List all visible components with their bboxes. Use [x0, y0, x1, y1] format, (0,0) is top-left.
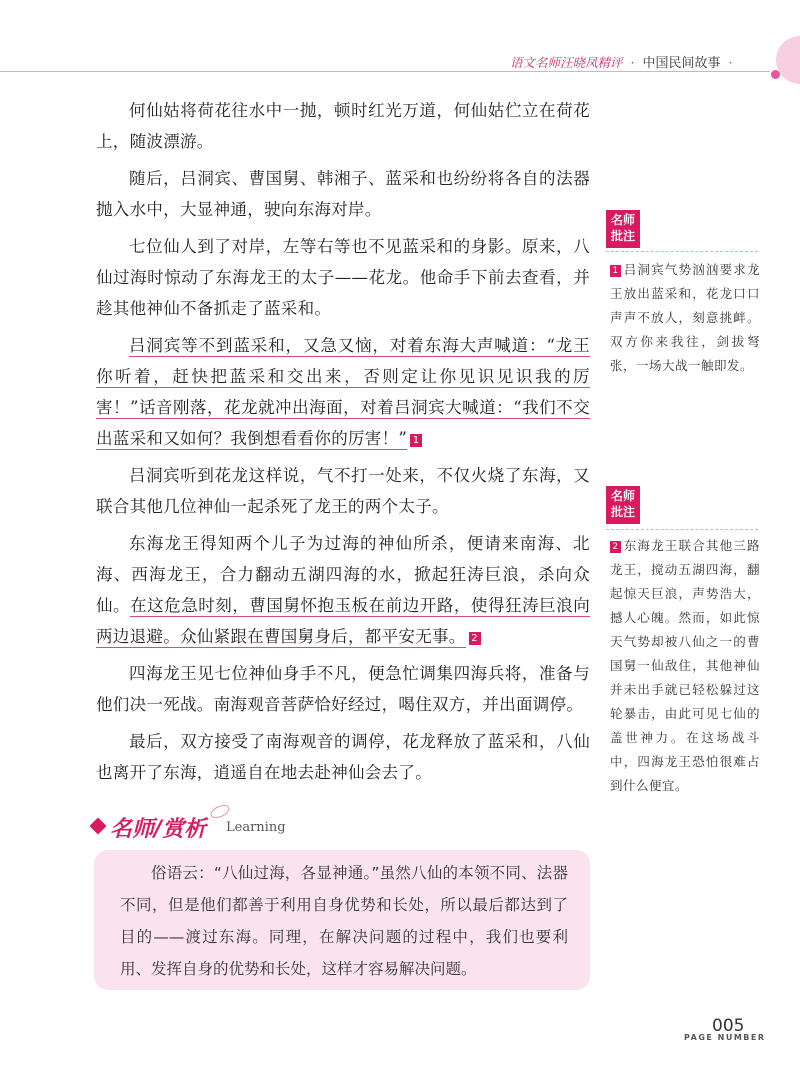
series-title: 语文名师汪晓凤精评	[510, 55, 623, 70]
note-divider	[606, 529, 758, 530]
note-text: 吕洞宾气势汹汹要求龙王放出蓝采和，花龙口口声声不放人，刻意挑衅。双方你来我往，剑拔弩张，一场大战一触即发。	[610, 262, 760, 373]
note-tag	[606, 210, 640, 248]
appreciation-title: 名师/赏析	[110, 817, 207, 842]
page-number-label: PAGE NUMBER	[684, 1033, 766, 1042]
note-marker: 2	[610, 541, 621, 553]
story-body	[96, 95, 590, 794]
note-text: 东海龙王联合其他三路龙王，搅动五湖四海，翻起惊天巨浪，声势浩大，撼人心魄。然而，如此惊天气势却被八仙之一的曹国舅一仙敌住，其他神仙并未出手就已轻松躲过这轮暴击，由此可见七仙的盖世神力。在这场战斗中，四海龙王恐怕很难占到什么便宜。	[610, 538, 760, 793]
header-decoration-circle	[776, 36, 800, 84]
paragraph: 吕洞宾听到花龙这样说，气不打一处来，不仅火烧了东海，又联合其他几位神仙一起杀死了龙王的两个太子。	[96, 466, 590, 516]
paragraph: 何仙姑将荷花往水中一抛，顿时红光万道，何仙姑伫立在荷花上，随波漂游。	[96, 101, 590, 151]
side-note-1	[610, 258, 760, 378]
paragraph-annotated	[96, 528, 590, 652]
annotation-marker: 1	[410, 434, 422, 447]
leaf-icon	[209, 802, 232, 820]
paragraph: 最后，双方接受了南海观音的调停，花龙释放了蓝采和，八仙也离开了东海，逍遥自在地去赴神仙会去了。	[96, 732, 590, 782]
note-tag-line2: 批注	[610, 229, 635, 243]
paragraph: 随后，吕洞宾、曹国舅、韩湘子、蓝采和也纷纷将各自的法器抛入水中，大显神通，驶向东海对岸。	[96, 169, 590, 219]
paragraph: 四海龙王见七位神仙身手不凡，便急忙调集四海兵将，准备与他们决一死战。南海观音菩萨恰好经过，喝住双方，并出面调停。	[96, 664, 590, 714]
paragraph-annotated	[96, 330, 590, 454]
header-separator: ·	[630, 55, 635, 70]
appreciation-title-en: Learning	[226, 820, 286, 835]
underlined-passage: 在这危急时刻，曹国舅怀抱玉板在前边开路，使得狂涛巨浪向两边退避。众仙紧跟在曹国舅身后，都平安无事。	[96, 596, 590, 646]
header-rule	[0, 71, 770, 72]
page-number: 005	[712, 1016, 745, 1036]
appreciation-text: 俗语云：“八仙过海，各显神通。”虽然八仙的本领不同、法器不同，但是他们都善于利用自身优势和长处，所以最后都达到了目的——渡过东海。同理，在解决问题的过程中，我们也要利用、发挥自身的优势和长处，这样才容易解决问题。	[120, 864, 568, 978]
note-tag-line1: 名师	[610, 489, 635, 503]
note-divider	[606, 251, 758, 252]
underlined-passage: 吕洞宾等不到蓝采和，又急又恼，对着东海大声喊道：“龙王你听着，赶快把蓝采和交出来，否则定让你见识见识我的厉害！”话音刚落，花龙就冲出海面，对着吕洞宾大喊道：“我们不交出蓝采和又如何？我倒想看看你的厉害！”	[96, 336, 590, 448]
side-note-2	[610, 534, 760, 798]
note-tag-line1: 名师	[610, 213, 635, 227]
note-tag	[606, 486, 640, 524]
header-trailing-dot: ·	[728, 55, 733, 70]
annotation-marker: 2	[469, 632, 481, 645]
note-tag-line2: 批注	[610, 505, 635, 519]
note-marker: 1	[610, 265, 621, 277]
appreciation-text-block	[120, 857, 568, 985]
paragraph: 七位仙人到了对岸，左等右等也不见蓝采和的身影。原来，八仙过海时惊动了东海龙王的太子——花龙。他命手下前去查看，并趁其他神仙不备抓走了蓝采和。	[96, 237, 590, 318]
plain-passage: 东海龙王得知两个儿子为过海的神仙所杀，便请来南海、北海、西海龙王，合力翻动五湖四海的水，掀起狂涛巨浪，杀向众仙。	[96, 534, 590, 615]
book-title: 中国民间故事	[642, 56, 721, 71]
header-decoration-dot	[771, 70, 780, 79]
diamond-icon	[90, 818, 107, 835]
running-header	[510, 52, 736, 71]
